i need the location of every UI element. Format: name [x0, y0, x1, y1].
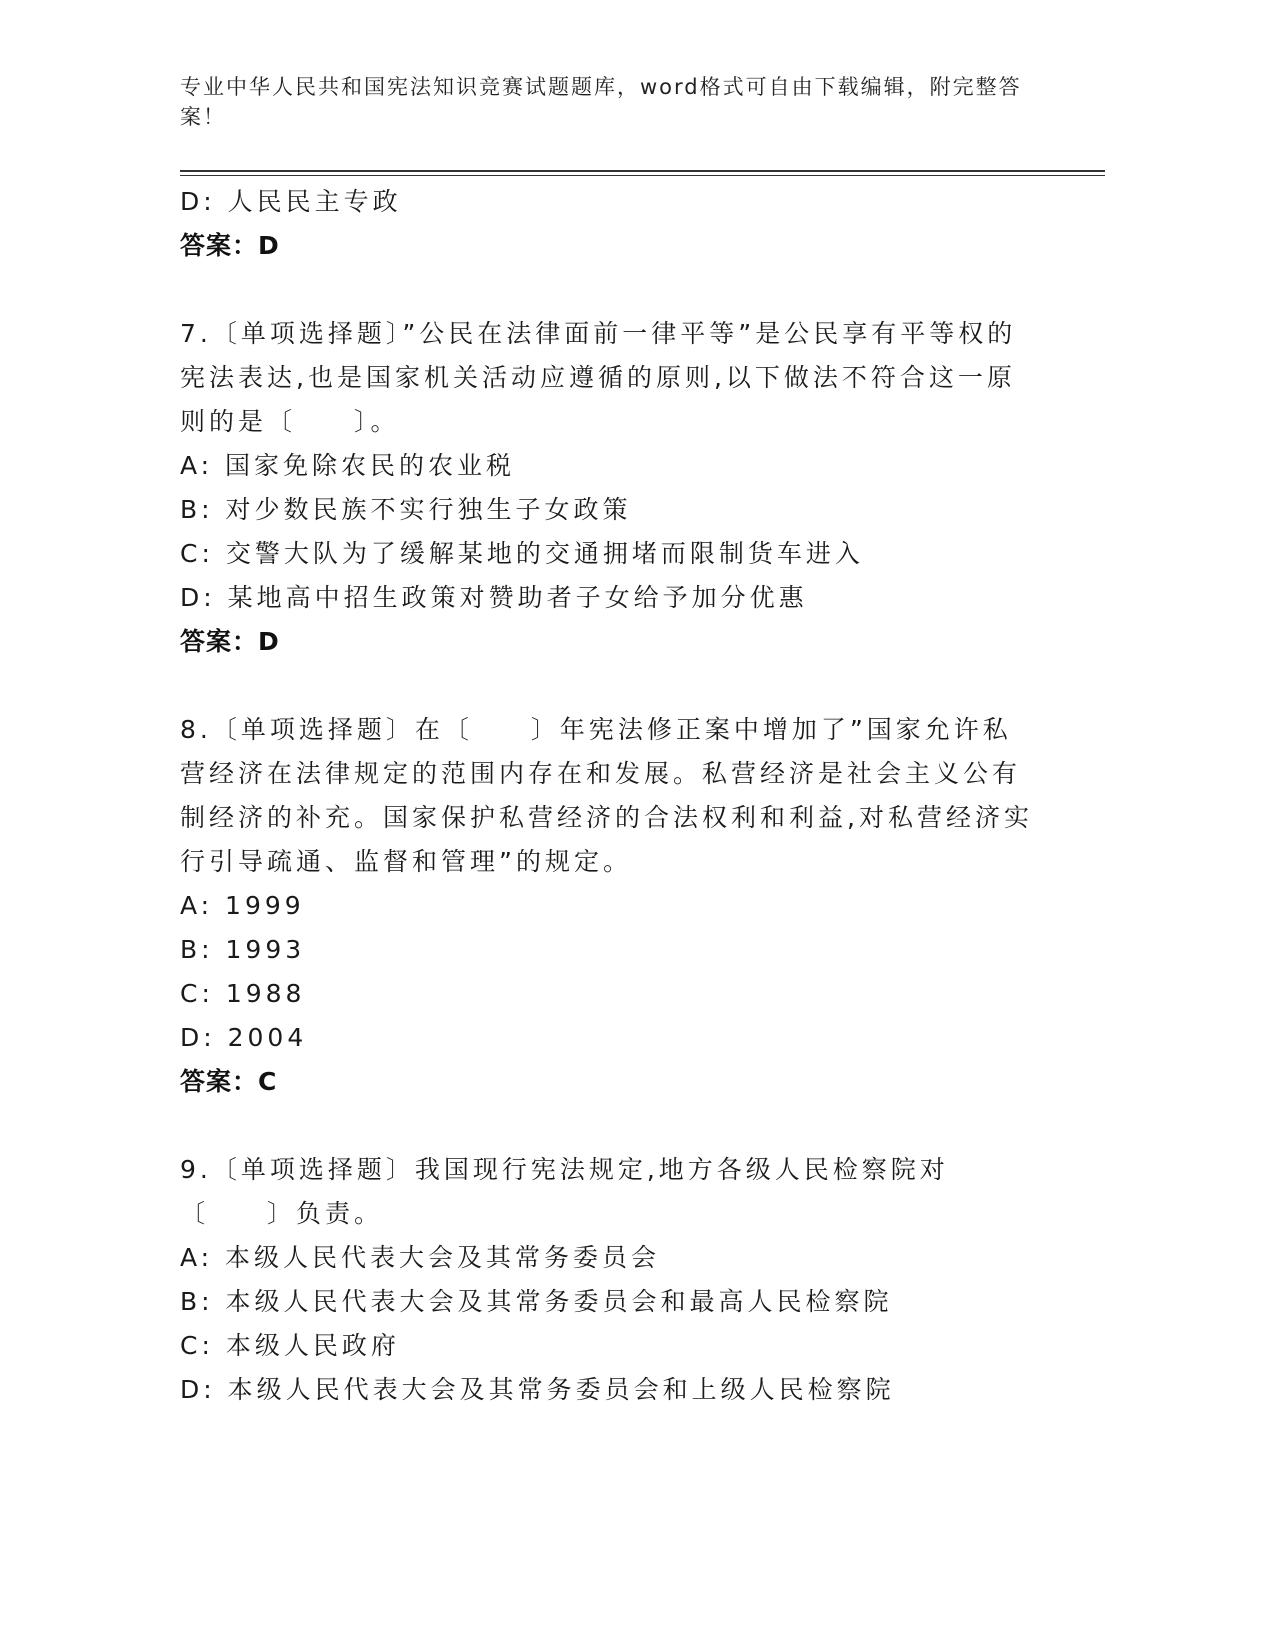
question-9-stem: 9.〔单项选择题〕我国现行宪法规定,地方各级人民检察院对〔 〕负责。 — [180, 1155, 949, 1228]
q9-option-b: B: 本级人民代表大会及其常务委员会和最高人民检察院 — [180, 1287, 893, 1316]
q8-option-d: D: 2004 — [180, 1023, 308, 1052]
q8-option-b: B: 1993 — [180, 935, 306, 964]
q7-option-a: A: 国家免除农民的农业税 — [180, 451, 516, 480]
q8-option-c: C: 1988 — [180, 979, 306, 1008]
q8-option-a: A: 1999 — [180, 891, 305, 920]
spacer — [180, 1104, 1040, 1148]
page-header: 专业中华人民共和国宪法知识竞赛试题题库，word格式可自由下载编辑，附完整答案！ — [180, 75, 1022, 129]
q9-option-d: D: 本级人民代表大会及其常务委员会和上级人民检察院 — [180, 1375, 895, 1404]
q7-option-c: C: 交警大队为了缓解某地的交通拥堵而限制货车进入 — [180, 539, 864, 568]
spacer — [180, 268, 1040, 312]
q8-answer: 答案：C — [180, 1067, 278, 1096]
question-7-stem: 7.〔单项选择题〕”公民在法律面前一律平等”是公民享有平等权的宪法表达,也是国家机关活动应遵循的原则,以下做法不符合这一原则的是〔 〕。 — [180, 319, 1017, 436]
answer-text: 答案：D — [180, 231, 280, 260]
q7-answer: 答案：D — [180, 627, 280, 656]
option-d: D: 人民民主专政 — [180, 187, 402, 216]
spacer — [180, 664, 1040, 708]
question-8-stem: 8.〔单项选择题〕在〔 〕年宪法修正案中增加了”国家允许私营经济在法律规定的范围内存在和发展。私营经济是社会主义公有制经济的补充。国家保护私营经济的合法权利和利益,对私营经济实行引导疏通、监督和管理”的规定。 — [180, 715, 1033, 876]
q9-option-c: C: 本级人民政府 — [180, 1331, 400, 1360]
header-divider-thin — [180, 175, 1105, 176]
document-body — [180, 180, 1040, 1412]
header-divider — [180, 170, 1105, 172]
q9-option-a: A: 本级人民代表大会及其常务委员会 — [180, 1243, 661, 1272]
q7-option-d: D: 某地高中招生政策对赞助者子女给予加分优惠 — [180, 583, 808, 612]
q7-option-b: B: 对少数民族不实行独生子女政策 — [180, 495, 632, 524]
